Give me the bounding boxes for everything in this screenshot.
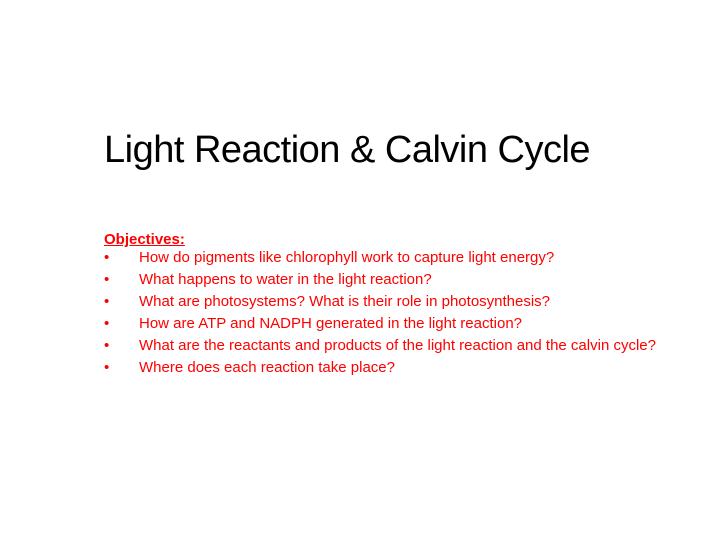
bullet-icon: • (104, 315, 110, 332)
objectives-heading: Objectives: (104, 231, 185, 248)
objectives-section (104, 229, 664, 382)
bullet-icon: • (104, 337, 110, 354)
objective-text: How are ATP and NADPH generated in the light reaction? (139, 315, 522, 332)
objective-item (104, 338, 664, 354)
bullet-icon: • (104, 293, 110, 310)
objective-text: What are the reactants and products of the light reaction and the calvin cycle? (139, 337, 656, 354)
objective-item (104, 272, 664, 288)
slide-title: Light Reaction & Calvin Cycle (104, 129, 591, 171)
objective-text: What are photosystems? What is their role in photosynthesis? (139, 293, 551, 310)
bullet-icon: • (104, 359, 110, 376)
objective-text: Where does each reaction take place? (139, 359, 395, 376)
bullet-icon: • (104, 249, 110, 266)
objective-text: What happens to water in the light reaction? (139, 271, 432, 288)
objective-item (104, 294, 664, 310)
objective-item (104, 360, 664, 376)
objective-item (104, 250, 664, 266)
objective-text: How do pigments like chlorophyll work to capture light energy? (139, 249, 555, 266)
bullet-icon: • (104, 271, 110, 288)
objective-item (104, 316, 664, 332)
objectives-list (104, 250, 664, 376)
